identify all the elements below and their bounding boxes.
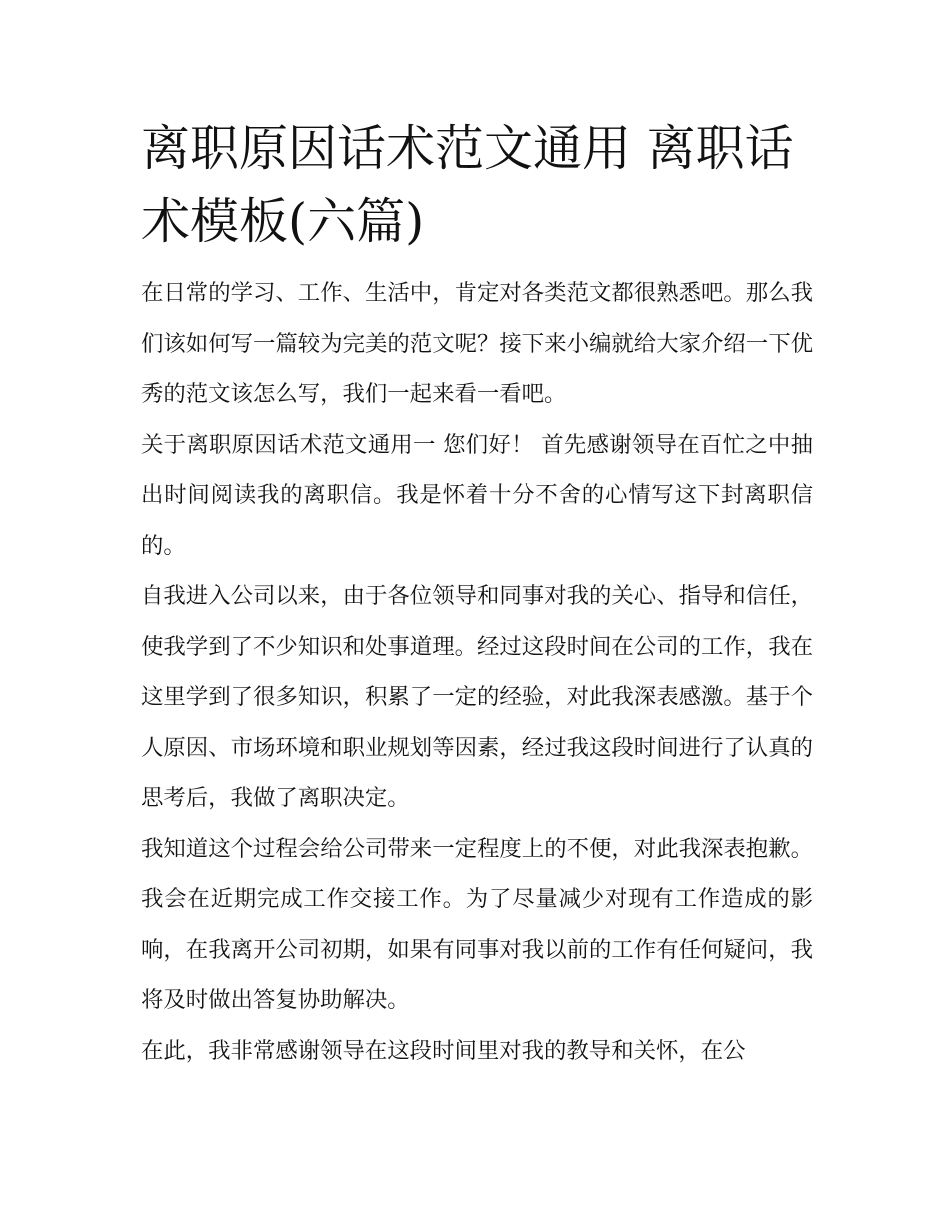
- paragraph-gratitude: 自我进入公司以来，由于各位领导和同事对我的关心、指导和信任，使我学到了不少知识和处事道理。经过这段时间在公司的工作，我在这里学到了很多知识，积累了一定的经验，对此我深表感激。基于个人原因、市场环境和职业规划等因素，经过我这段时间进行了认真的思考后，我做了离职决定。: [141, 583, 813, 811]
- paragraph-apology: 我知道这个过程会给公司带来一定程度上的不便，对此我深表抱歉。我会在近期完成工作交接工作。为了尽量减少对现有工作造成的影响，在我离开公司初期，如果有同事对我以前的工作有任何疑问，我将及时做出答复协助解决。: [141, 835, 813, 1013]
- document-title: 离职原因话术范文通用 离职话术模板(六篇): [141, 120, 794, 250]
- document-body: [141, 112, 813, 1076]
- paragraph-closing: 在此，我非常感谢领导在这段时间里对我的教导和关怀，在公: [141, 1037, 746, 1064]
- paragraph-intro: 在日常的学习、工作、生活中，肯定对各类范文都很熟悉吧。那么我们该如何写一篇较为完美的范文呢？接下来小编就给大家介绍一下优秀的范文该怎么写，我们一起来看一看吧。: [141, 280, 813, 407]
- paragraph-greeting: 关于离职原因话术范文通用一 您们好！ 首先感谢领导在百忙之中抽出时间阅读我的离职信。我是怀着十分不舍的心情写这下封离职信的。: [141, 431, 813, 559]
